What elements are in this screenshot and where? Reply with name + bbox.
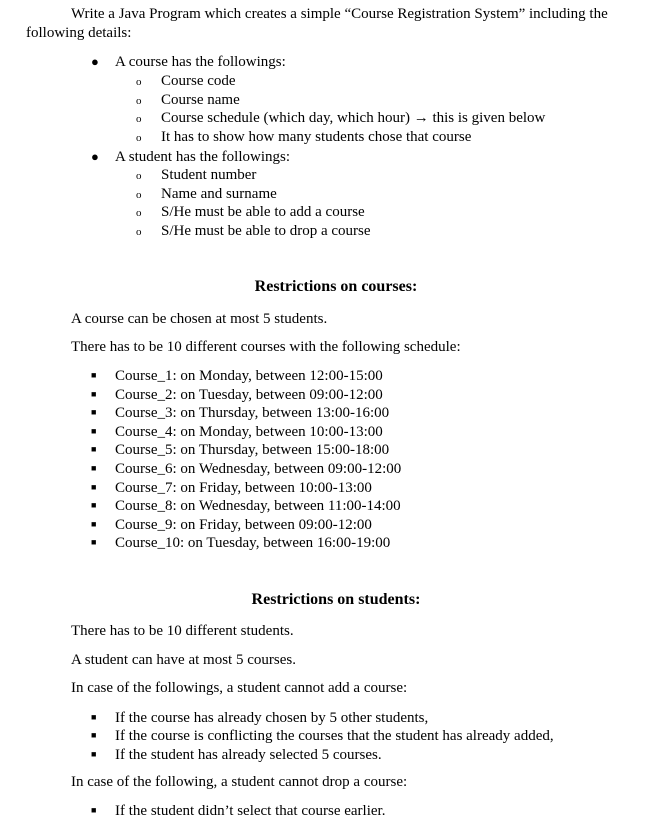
schedule-item: ■ Course_1: on Monday, between 12:00-15:00: [91, 368, 383, 384]
student-header: A student has the followings:: [115, 149, 290, 165]
students-paragraph: There has to be 10 different students.: [71, 623, 294, 639]
square-bullet-icon: ■: [91, 805, 97, 815]
schedule-item: ■ Course_8: on Wednesday, between 11:00-14:00: [91, 498, 401, 514]
add-condition-item: ■ If the course has already chosen by 5 other students,: [91, 710, 429, 726]
square-bullet-icon: ■: [91, 519, 97, 529]
square-bullet-icon: ■: [91, 537, 97, 547]
courses-paragraph: A course can be chosen at most 5 students.: [71, 311, 328, 327]
circle-bullet-icon: o: [136, 95, 142, 107]
students-paragraph: In case of the following, a student cannot drop a course:: [71, 774, 408, 790]
schedule-item: ■ Course_5: on Thursday, between 15:00-18:00: [91, 442, 390, 458]
course-header: A course has the followings:: [115, 54, 286, 70]
student-attribute-item: o S/He must be able to drop a course: [136, 222, 371, 242]
drop-condition-item: ■ If the student didn’t select that course earlier.: [91, 803, 386, 819]
disc-bullet-icon: ●: [91, 149, 99, 164]
add-condition-item: ■ If the student has already selected 5 courses.: [91, 747, 382, 763]
student-header-item: [91, 148, 290, 167]
courses-paragraph: There has to be 10 different courses with the following schedule:: [71, 339, 461, 355]
square-bullet-icon: ■: [91, 463, 97, 473]
students-heading: Restrictions on students:: [251, 591, 421, 608]
square-bullet-icon: ■: [91, 426, 97, 436]
course-attribute-item: o Course schedule (which day, which hour) → this is given below: [136, 109, 545, 129]
circle-bullet-icon: o: [136, 132, 142, 144]
square-bullet-icon: ■: [91, 749, 97, 759]
circle-bullet-icon: o: [136, 207, 142, 219]
square-bullet-icon: ■: [91, 712, 97, 722]
schedule-item: ■ Course_6: on Wednesday, between 09:00-12:00: [91, 461, 402, 477]
square-bullet-icon: ■: [91, 482, 97, 492]
student-attribute-item: o Student number: [136, 166, 256, 186]
square-bullet-icon: ■: [91, 370, 97, 380]
schedule-item: ■ Course_2: on Tuesday, between 09:00-12:00: [91, 387, 383, 403]
schedule-item: ■ Course_9: on Friday, between 09:00-12:00: [91, 517, 372, 533]
schedule-item: ■ Course_7: on Friday, between 10:00-13:00: [91, 480, 372, 496]
students-paragraph: A student can have at most 5 courses.: [71, 652, 296, 668]
circle-bullet-icon: o: [136, 76, 142, 88]
add-condition-item: ■ If the course is conflicting the courses that the student has already added,: [91, 728, 554, 744]
student-attribute-item: o Name and surname: [136, 185, 277, 205]
course-attribute-item: o Course code: [136, 72, 236, 92]
course-attribute-item: o Course name: [136, 91, 240, 111]
schedule-item: ■ Course_4: on Monday, between 10:00-13:00: [91, 424, 383, 440]
course-attribute-item: o It has to show how many students chose that course: [136, 128, 471, 148]
square-bullet-icon: ■: [91, 389, 97, 399]
students-paragraph: In case of the followings, a student cannot add a course:: [71, 680, 408, 696]
schedule-item: ■ Course_10: on Tuesday, between 16:00-19:00: [91, 535, 391, 551]
student-attribute-item: o S/He must be able to add a course: [136, 203, 365, 223]
courses-heading: Restrictions on courses:: [254, 278, 418, 295]
circle-bullet-icon: o: [136, 113, 142, 125]
circle-bullet-icon: o: [136, 189, 142, 201]
square-bullet-icon: ■: [91, 730, 97, 740]
schedule-item: ■ Course_3: on Thursday, between 13:00-16:00: [91, 405, 390, 421]
circle-bullet-icon: o: [136, 226, 142, 238]
square-bullet-icon: ■: [91, 500, 97, 510]
intro-paragraph: Write a Java Program which creates a simple “Course Registration System” including the following details:: [26, 6, 608, 41]
square-bullet-icon: ■: [91, 444, 97, 454]
circle-bullet-icon: o: [136, 170, 142, 182]
square-bullet-icon: ■: [91, 407, 97, 417]
disc-bullet-icon: ●: [91, 54, 99, 69]
course-header-item: [91, 53, 286, 72]
